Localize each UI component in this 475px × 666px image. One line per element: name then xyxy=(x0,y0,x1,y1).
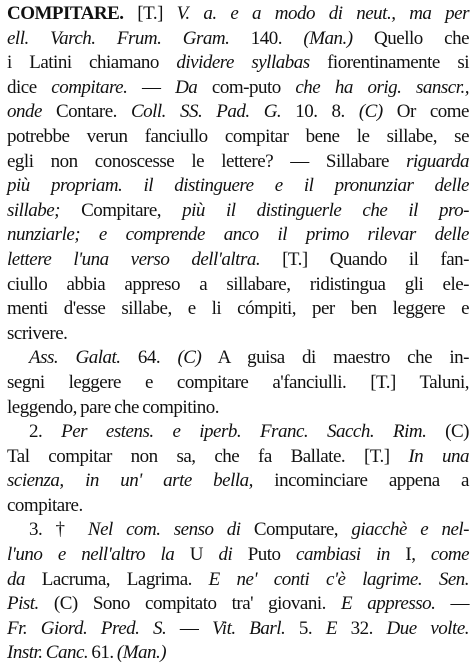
entry-text: A guisa di maestro che in- xyxy=(201,347,469,369)
entry-text: Lacruma, Lagrima. xyxy=(25,568,209,590)
entry-text: Nel com. senso di xyxy=(87,519,241,541)
entry-text: lettere l'una verso dell'altra. xyxy=(7,248,261,270)
entry-line xyxy=(7,543,469,568)
entry-line xyxy=(7,27,469,52)
entry-text: 32. xyxy=(336,617,387,639)
entry-text: com-puto xyxy=(197,76,296,98)
entry-text: dice xyxy=(7,76,52,98)
entry-text: da xyxy=(7,568,25,590)
entry-line xyxy=(7,445,469,470)
entry-text: 64. xyxy=(120,347,178,369)
entry-text: [T.] xyxy=(123,3,177,24)
entry-text: Puto xyxy=(232,544,297,566)
entry-line xyxy=(7,174,469,199)
entry-text: 3. † xyxy=(29,519,88,541)
entry-text: giacchè e nel- xyxy=(351,519,469,541)
entry-text: 2. xyxy=(29,421,62,443)
entry-line xyxy=(7,641,469,666)
entry-line xyxy=(7,617,469,642)
entry-text: scienza, in un' arte bella, xyxy=(7,470,253,492)
entry-text: Per estens. e iperb. Franc. Sacch. Rim. xyxy=(61,421,427,443)
entry-text: Contare. xyxy=(41,101,131,123)
entry-text: Compitare, xyxy=(60,199,183,221)
entry-line xyxy=(7,518,469,543)
entry-text: (C) xyxy=(177,347,202,369)
entry-text: Due volte. xyxy=(386,617,469,639)
entry-text: l'uno e nell'altro la xyxy=(7,544,175,566)
entry-text: (C) xyxy=(358,101,383,123)
entry-text: (Man.) xyxy=(116,642,167,664)
entry-text: 10. 8. xyxy=(281,101,359,123)
entry-line xyxy=(7,125,469,150)
entry-text: di xyxy=(218,544,233,566)
entry-text: nunziarle; e comprende anco il primo rilevar delle xyxy=(7,224,469,246)
entry-line xyxy=(7,494,469,519)
entry-text: COMPITARE. xyxy=(7,3,124,24)
entry-line xyxy=(7,322,469,347)
entry-text: — xyxy=(166,617,213,639)
entry-text: Fr. Giord. Pred. S. xyxy=(7,617,167,639)
entry-text: Instr. Canc. xyxy=(7,642,89,664)
entry-text: più il distinguerle che il pro- xyxy=(182,199,470,221)
entry-line xyxy=(7,273,469,298)
entry-text: come xyxy=(430,544,470,566)
entry-text: onde xyxy=(7,101,42,123)
entry-text: Pist. xyxy=(7,593,39,615)
entry-text: (Man.) xyxy=(303,27,353,49)
entry-text: Coll. SS. Pad. G. xyxy=(130,101,282,123)
entry-line xyxy=(7,150,469,175)
entry-line xyxy=(7,592,469,617)
entry-text: leggendo, pare che compitino. xyxy=(7,396,220,418)
entry-line xyxy=(7,371,469,396)
entry-text: U xyxy=(174,544,219,566)
entry-text: E ne' conti c'è lagrime. Sen. xyxy=(208,568,470,590)
entry-text: (C) Sono compitato tra' giovani. xyxy=(38,593,342,615)
entry-text: 5. xyxy=(285,617,326,639)
entry-text: fiorentinamente si xyxy=(309,52,469,74)
entry-text: Da xyxy=(175,76,198,98)
entry-line xyxy=(7,51,469,76)
entry-line xyxy=(7,199,469,224)
entry-text: E appresso. xyxy=(341,593,436,615)
entry-text: — xyxy=(127,76,176,98)
entry-text: ciullo abbia appreso a sillabare, ridistingua gli ele- xyxy=(7,273,469,295)
entry-text: riguarda xyxy=(406,150,469,172)
entry-line xyxy=(7,2,469,27)
entry-text: [T.] Quando il fan- xyxy=(260,248,470,270)
entry-text: più propriam. il distinguere e il pronunziar delle xyxy=(7,175,469,197)
entry-text: — xyxy=(435,593,469,615)
entry-line xyxy=(7,469,469,494)
entry-text: sillabe; xyxy=(7,199,60,221)
entry-text: compitare. xyxy=(51,76,128,98)
entry-text: ell. Varch. Frum. Gram. xyxy=(7,27,230,49)
dictionary-entry xyxy=(7,2,469,666)
entry-text: i Latini chiamano xyxy=(7,52,177,74)
entry-text: segni leggere e compitare a'fanciulli. [T.] Taluni, xyxy=(7,371,469,393)
entry-text: In una xyxy=(408,445,469,467)
entry-text: I, xyxy=(389,544,431,566)
entry-text: che ha orig. sanscr., xyxy=(295,76,469,98)
entry-text: Ass. Galat. xyxy=(29,347,121,369)
entry-text: Or come xyxy=(382,101,469,123)
entry-text: Tal compitar non sa, che fa Ballate. [T.] xyxy=(7,445,409,467)
entry-text: 61. xyxy=(88,642,117,664)
entry-line xyxy=(7,100,469,125)
entry-text: compitare. xyxy=(7,494,83,516)
entry-text: (C) xyxy=(426,421,470,443)
entry-text: 140. xyxy=(229,27,304,49)
entry-text: V. a. e a modo di neut., ma per xyxy=(176,3,469,24)
entry-text: potrebbe verun fanciullo compitar bene le sillabe, se xyxy=(7,125,469,147)
entry-text: egli non conoscesse le lettere? — Sillabare xyxy=(7,150,407,172)
entry-text: Vit. Barl. xyxy=(212,617,286,639)
entry-line xyxy=(7,297,469,322)
entry-text: Quello che xyxy=(352,27,470,49)
entry-line xyxy=(7,346,469,371)
entry-text: Computare, xyxy=(240,519,352,541)
entry-line xyxy=(7,76,469,101)
entry-text: menti d'esse sillabe, e li cómpiti, per ben leggere e xyxy=(7,298,469,320)
entry-line xyxy=(7,420,469,445)
entry-line xyxy=(7,396,469,421)
entry-text: E xyxy=(325,617,337,639)
entry-line xyxy=(7,568,469,593)
entry-text: incominciare appena a xyxy=(252,470,469,492)
entry-line xyxy=(7,223,469,248)
entry-text: cambiasi in xyxy=(296,544,390,566)
entry-text: scrivere. xyxy=(7,322,68,344)
entry-text: dividere syllabas xyxy=(176,52,310,74)
entry-line xyxy=(7,248,469,273)
